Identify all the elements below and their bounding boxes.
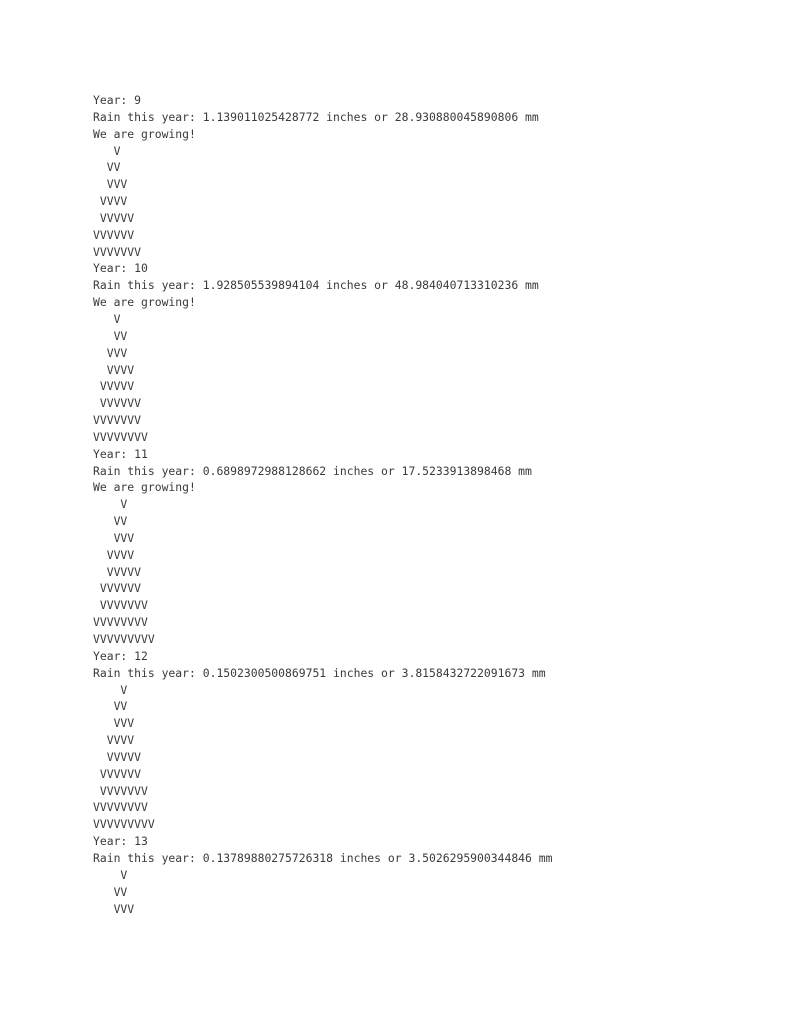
tree-row: VVV [93,716,135,731]
rain-label: Rain this year: 1.928505539894104 inches or 48.984040713310236 mm [93,278,539,293]
tree-row: VVVVVVV [93,598,148,613]
year-block [93,833,552,917]
tree-row: VVV [93,530,135,545]
growth-label: We are growing! [93,480,196,495]
tree-row: VVVVVV [93,766,142,781]
tree-row: VVVV [93,194,128,209]
tree-row: VVVVVVVVV [93,817,155,832]
program-output [93,92,552,917]
tree-row: VVV [93,901,135,916]
year-block [93,648,552,833]
tree-row: VVVV [93,362,135,377]
year-block [93,92,552,260]
tree-row: VVVVV [93,564,142,579]
year-block [93,260,552,445]
year-label: Year: 11 [93,446,148,461]
tree-row: VVVV [93,547,135,562]
tree-row: V [93,311,121,326]
year-label: Year: 9 [93,93,142,107]
tree-row: VVVVVVV [93,244,142,259]
rain-label: Rain this year: 0.6898972988128662 inches or 17.5233913898468 mm [93,463,532,478]
rain-label: Rain this year: 0.1502300500869751 inches or 3.8158432722091673 mm [93,665,546,680]
tree-row: VVV [93,177,128,192]
rain-label: Rain this year: 0.13789880275726318 inches or 3.5026295900344846 mm [93,850,553,865]
growth-label: We are growing! [93,126,196,141]
tree-row: VVVV [93,733,135,748]
tree-row: V [93,867,128,882]
tree-row: VV [93,160,121,175]
tree-row: VVVVV [93,749,142,764]
tree-row: VV [93,514,128,529]
tree-row: V [93,682,128,697]
tree-row: VVVVVVVVV [93,632,155,646]
tree-row: VVVVVV [93,227,135,242]
growth-label: We are growing! [93,295,196,310]
tree-row: VV [93,699,128,714]
tree-row: VVVVVVVV [93,429,148,444]
tree-row: V [93,143,121,158]
year-block [93,446,552,648]
tree-row: VVVVV [93,379,135,394]
tree-row: VV [93,884,128,899]
tree-row: VVVVVV [93,396,142,411]
tree-row: VVV [93,345,128,360]
rain-label: Rain this year: 1.139011025428772 inches or 28.930880045890806 mm [93,109,539,124]
tree-row: V [93,497,128,512]
year-label: Year: 10 [93,261,148,276]
year-label: Year: 13 [93,834,148,849]
tree-row: VVVVVVV [93,783,148,798]
year-label: Year: 12 [93,648,148,663]
tree-row: VVVVV [93,210,135,225]
tree-row: VVVVVVV [93,413,142,428]
tree-row: VVVVVVVV [93,615,148,630]
tree-row: VVVVVV [93,581,142,596]
tree-row: VVVVVVVV [93,800,148,815]
tree-row: VV [93,328,128,343]
